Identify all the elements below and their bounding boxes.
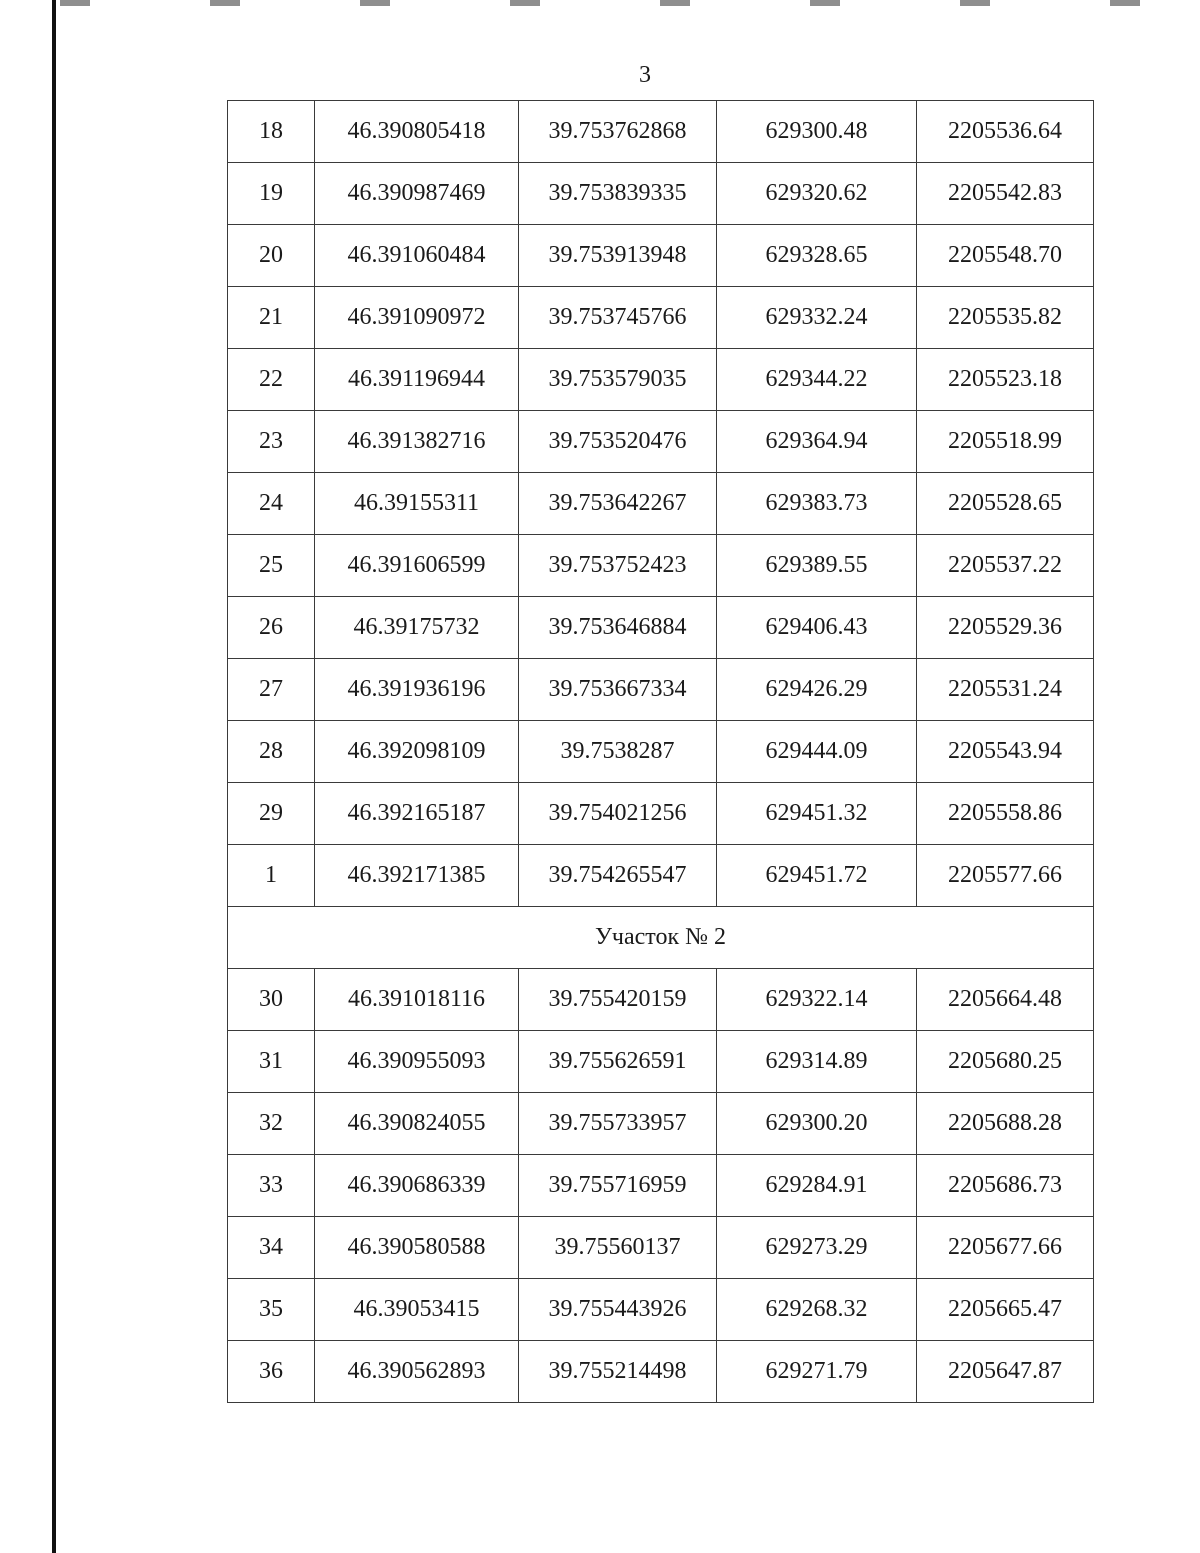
cell-latitude: 46.390805418 — [315, 101, 519, 163]
cell-latitude: 46.390955093 — [315, 1031, 519, 1093]
cell-longitude: 39.753579035 — [519, 349, 717, 411]
cell-y-coordinate: 2205577.66 — [917, 845, 1094, 907]
cell-point-number: 26 — [228, 597, 315, 659]
table-row — [228, 411, 1094, 473]
table-row — [228, 225, 1094, 287]
cell-point-number: 30 — [228, 969, 315, 1031]
cell-point-number: 25 — [228, 535, 315, 597]
cell-latitude: 46.39175732 — [315, 597, 519, 659]
cell-latitude: 46.391382716 — [315, 411, 519, 473]
cell-point-number: 34 — [228, 1217, 315, 1279]
table-row — [228, 721, 1094, 783]
table-row — [228, 535, 1094, 597]
cell-point-number: 22 — [228, 349, 315, 411]
cell-y-coordinate: 2205688.28 — [917, 1093, 1094, 1155]
table-row — [228, 1155, 1094, 1217]
table-row — [228, 1279, 1094, 1341]
cell-x-coordinate: 629284.91 — [717, 1155, 917, 1217]
cell-y-coordinate: 2205548.70 — [917, 225, 1094, 287]
cell-latitude: 46.390580588 — [315, 1217, 519, 1279]
table-row — [228, 1217, 1094, 1279]
cell-y-coordinate: 2205543.94 — [917, 721, 1094, 783]
table-row — [228, 287, 1094, 349]
table-row — [228, 163, 1094, 225]
table-row — [228, 1093, 1094, 1155]
cell-point-number: 31 — [228, 1031, 315, 1093]
cell-point-number: 23 — [228, 411, 315, 473]
cell-x-coordinate: 629328.65 — [717, 225, 917, 287]
cell-y-coordinate: 2205529.36 — [917, 597, 1094, 659]
cell-longitude: 39.753762868 — [519, 101, 717, 163]
cell-point-number: 20 — [228, 225, 315, 287]
cell-y-coordinate: 2205665.47 — [917, 1279, 1094, 1341]
cell-longitude: 39.75560137 — [519, 1217, 717, 1279]
cell-x-coordinate: 629300.48 — [717, 101, 917, 163]
cell-y-coordinate: 2205558.86 — [917, 783, 1094, 845]
cell-longitude: 39.755626591 — [519, 1031, 717, 1093]
table-row — [228, 783, 1094, 845]
cell-point-number: 19 — [228, 163, 315, 225]
cell-y-coordinate: 2205535.82 — [917, 287, 1094, 349]
cell-longitude: 39.755716959 — [519, 1155, 717, 1217]
cell-point-number: 28 — [228, 721, 315, 783]
cell-latitude: 46.391196944 — [315, 349, 519, 411]
cell-longitude: 39.753913948 — [519, 225, 717, 287]
cell-x-coordinate: 629451.72 — [717, 845, 917, 907]
cell-latitude: 46.391936196 — [315, 659, 519, 721]
cell-x-coordinate: 629314.89 — [717, 1031, 917, 1093]
cell-y-coordinate: 2205528.65 — [917, 473, 1094, 535]
section-label: Участок № 2 — [228, 907, 1094, 969]
cell-longitude: 39.753752423 — [519, 535, 717, 597]
cell-latitude: 46.392098109 — [315, 721, 519, 783]
table-row — [228, 969, 1094, 1031]
cell-point-number: 36 — [228, 1341, 315, 1403]
cell-x-coordinate: 629406.43 — [717, 597, 917, 659]
cell-longitude: 39.753745766 — [519, 287, 717, 349]
table-row — [228, 473, 1094, 535]
cell-x-coordinate: 629451.32 — [717, 783, 917, 845]
coordinates-table-body — [228, 101, 1094, 1403]
cell-x-coordinate: 629271.79 — [717, 1341, 917, 1403]
cell-longitude: 39.753520476 — [519, 411, 717, 473]
cell-point-number: 24 — [228, 473, 315, 535]
table-row — [228, 659, 1094, 721]
cell-latitude: 46.390824055 — [315, 1093, 519, 1155]
cell-longitude: 39.755420159 — [519, 969, 717, 1031]
cell-x-coordinate: 629273.29 — [717, 1217, 917, 1279]
cell-latitude: 46.391060484 — [315, 225, 519, 287]
cell-longitude: 39.753642267 — [519, 473, 717, 535]
cell-point-number: 1 — [228, 845, 315, 907]
cell-longitude: 39.753839335 — [519, 163, 717, 225]
cell-point-number: 32 — [228, 1093, 315, 1155]
cell-point-number: 21 — [228, 287, 315, 349]
scan-top-edge — [60, 0, 1160, 6]
cell-latitude: 46.391018116 — [315, 969, 519, 1031]
cell-latitude: 46.390686339 — [315, 1155, 519, 1217]
cell-latitude: 46.390987469 — [315, 163, 519, 225]
cell-longitude: 39.755214498 — [519, 1341, 717, 1403]
scan-left-edge — [52, 0, 56, 1553]
cell-x-coordinate: 629344.22 — [717, 349, 917, 411]
cell-x-coordinate: 629332.24 — [717, 287, 917, 349]
cell-latitude: 46.39155311 — [315, 473, 519, 535]
cell-longitude: 39.754265547 — [519, 845, 717, 907]
cell-point-number: 35 — [228, 1279, 315, 1341]
cell-x-coordinate: 629268.32 — [717, 1279, 917, 1341]
cell-longitude: 39.754021256 — [519, 783, 717, 845]
cell-x-coordinate: 629383.73 — [717, 473, 917, 535]
table-row — [228, 1341, 1094, 1403]
table-row — [228, 101, 1094, 163]
page-number: 3 — [639, 62, 651, 88]
table-row — [228, 349, 1094, 411]
table-row — [228, 1031, 1094, 1093]
cell-y-coordinate: 2205680.25 — [917, 1031, 1094, 1093]
cell-y-coordinate: 2205677.66 — [917, 1217, 1094, 1279]
cell-y-coordinate: 2205523.18 — [917, 349, 1094, 411]
cell-x-coordinate: 629426.29 — [717, 659, 917, 721]
cell-latitude: 46.391090972 — [315, 287, 519, 349]
table-row — [228, 597, 1094, 659]
cell-point-number: 27 — [228, 659, 315, 721]
cell-y-coordinate: 2205536.64 — [917, 101, 1094, 163]
section-row — [228, 907, 1094, 969]
cell-x-coordinate: 629320.62 — [717, 163, 917, 225]
cell-point-number: 33 — [228, 1155, 315, 1217]
cell-y-coordinate: 2205686.73 — [917, 1155, 1094, 1217]
cell-x-coordinate: 629300.20 — [717, 1093, 917, 1155]
cell-y-coordinate: 2205664.48 — [917, 969, 1094, 1031]
cell-point-number: 18 — [228, 101, 315, 163]
cell-longitude: 39.755443926 — [519, 1279, 717, 1341]
cell-longitude: 39.753667334 — [519, 659, 717, 721]
cell-y-coordinate: 2205542.83 — [917, 163, 1094, 225]
cell-latitude: 46.392171385 — [315, 845, 519, 907]
cell-latitude: 46.392165187 — [315, 783, 519, 845]
cell-longitude: 39.755733957 — [519, 1093, 717, 1155]
cell-point-number: 29 — [228, 783, 315, 845]
cell-longitude: 39.7538287 — [519, 721, 717, 783]
cell-x-coordinate: 629322.14 — [717, 969, 917, 1031]
cell-latitude: 46.391606599 — [315, 535, 519, 597]
cell-x-coordinate: 629364.94 — [717, 411, 917, 473]
cell-y-coordinate: 2205537.22 — [917, 535, 1094, 597]
cell-latitude: 46.390562893 — [315, 1341, 519, 1403]
cell-x-coordinate: 629389.55 — [717, 535, 917, 597]
cell-y-coordinate: 2205531.24 — [917, 659, 1094, 721]
cell-y-coordinate: 2205647.87 — [917, 1341, 1094, 1403]
cell-longitude: 39.753646884 — [519, 597, 717, 659]
cell-x-coordinate: 629444.09 — [717, 721, 917, 783]
coordinates-table — [227, 100, 1094, 1403]
table-row — [228, 845, 1094, 907]
cell-latitude: 46.39053415 — [315, 1279, 519, 1341]
cell-y-coordinate: 2205518.99 — [917, 411, 1094, 473]
